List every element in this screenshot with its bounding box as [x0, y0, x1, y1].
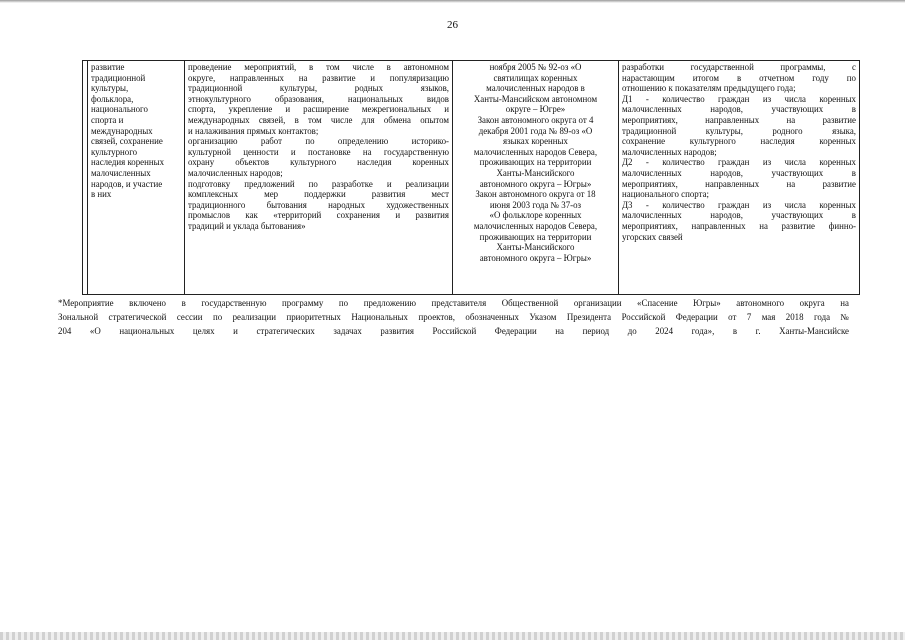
text-line: культурной ценности и постановке на государственную [188, 146, 449, 157]
text-line: «О фольклоре коренных [489, 210, 582, 221]
indicators-text [622, 62, 856, 242]
page-number: 26 [447, 19, 458, 31]
text-line: Ханты-Мансийского [496, 242, 575, 253]
text-line: организацию работ по определению историко- [188, 136, 449, 147]
text-line: автономного округа – Югры» [479, 178, 592, 189]
text-line: фольклора, [91, 93, 134, 104]
scan-edge-bottom [0, 632, 905, 640]
scan-edge-top [0, 0, 905, 3]
footnote-line: Зональной стратегической сессии по реализации приоритетных Национальных проектов, обозначенных Указом Президента Российской Федерации от 7 мая 2018 года № [58, 312, 849, 322]
text-line: малочисленных народов Севера, [473, 220, 598, 231]
text-line: округе – Югре» [505, 104, 566, 115]
measure-content-text [188, 62, 449, 232]
text-line: традиционной культуры, родного языка, [622, 125, 856, 136]
text-line: и налаживания прямых контактов; [188, 125, 319, 136]
text-line: разработки государственной программы, с [622, 62, 856, 72]
text-line: ноября 2005 № 92-оз «О [489, 62, 582, 72]
text-line: Д1 - количество граждан из числа коренных [622, 93, 856, 104]
text-line: культурного [91, 146, 138, 157]
text-line: традиционного бытования народных художественных [188, 199, 449, 210]
text-line: проживающих на территории [479, 157, 592, 168]
text-line: международных [91, 125, 153, 136]
text-line: малочисленных народов, участвующих в [622, 210, 856, 221]
text-line: развитие [91, 62, 125, 72]
text-line: в них [91, 189, 112, 200]
measure-name-cell [88, 61, 185, 295]
table-row [83, 61, 860, 295]
measure-content-cell [185, 61, 453, 295]
text-line: мероприятиях, направленных на развитие [622, 114, 856, 125]
text-line: Ханты-Мансийском автономном [473, 93, 598, 104]
text-line: малочисленных [91, 167, 151, 178]
indicators-cell [619, 61, 860, 295]
text-line: святилищах коренных [493, 72, 578, 83]
text-line: языках коренных [503, 136, 568, 147]
text-line: малочисленных народов Севера, [473, 146, 598, 157]
text-line: округе, направленных на развитие и популяризацию [188, 72, 449, 83]
text-line: угорских связей [622, 231, 683, 242]
text-line: Ханты-Мансийского [496, 167, 575, 178]
text-line: проживающих на территории [479, 231, 592, 242]
text-line: мероприятиях, направленных на развитие финно- [622, 220, 856, 231]
text-line: культуры, [91, 83, 129, 94]
text-line: нарастающим итогом в отчетном году по [622, 72, 856, 83]
text-line: национального спорта; [622, 189, 709, 200]
text-line: подготовку предложений по разработке и реализации [188, 178, 449, 189]
text-line: мероприятиях, направленных на развитие [622, 178, 856, 189]
text-line: связей, сохранение [91, 136, 163, 147]
text-line: спорта и [91, 114, 124, 125]
measures-table [82, 60, 860, 295]
text-line: сохранение культурного наследия коренных [622, 136, 856, 147]
text-line: международных связей, в том числе для обмена опытом [188, 114, 449, 125]
footnote-line: *Мероприятие включено в государственную программу по предложению представителя Общественной организации «Спасение Югры» автономного округа на [58, 298, 849, 308]
measure-name-text [91, 62, 181, 200]
text-line: этнокультурного образования, национальных видов [188, 93, 449, 104]
text-line: Закон автономного округа от 4 [477, 114, 594, 125]
text-line: малочисленных народов, участвующих в [622, 167, 856, 178]
text-line: декабря 2001 года № 89-оз «О [478, 125, 593, 136]
text-line: малочисленных народов; [188, 167, 283, 178]
footnote [58, 296, 849, 338]
text-line: малочисленных народов, участвующих в [622, 104, 856, 115]
text-line: Д2 - количество граждан из числа коренных [622, 157, 856, 168]
text-line: промыслов как «территорий сохранения и развития [188, 210, 449, 221]
text-line: проведение мероприятий, в том числе в автономном [188, 62, 449, 72]
text-line: Д3 - количество граждан из числа коренных [622, 199, 856, 210]
text-line: автономного округа – Югры» [479, 252, 592, 263]
text-line: спорта, укрепление и расширение межрегиональных и [188, 104, 449, 115]
text-line: традиций и уклада бытования» [188, 220, 306, 231]
text-line: комплексных мер поддержки развития мест [188, 189, 449, 200]
text-line: национального [91, 104, 148, 115]
text-line: традиционной культуры, родных языков, [188, 83, 449, 94]
text-line: наследия коренных [91, 157, 165, 168]
text-line: охрану объектов культурного наследия коренных [188, 157, 449, 168]
text-line: июня 2003 года № 37-оз [489, 199, 582, 210]
footnote-line: 204 «О национальных целях и стратегических задачах развития Российской Федерации на период до 2024 года», в г. Ханты-Мансийске [58, 326, 849, 336]
text-line: малочисленных народов; [622, 146, 717, 157]
text-line: малочисленных народов в [486, 83, 585, 94]
text-line: традиционной [91, 72, 146, 83]
legal-acts-cell [453, 61, 619, 295]
text-line: народов, и участие [91, 178, 163, 189]
text-line: отношению к показателям предыдущего года; [622, 83, 796, 94]
text-line: Закон автономного округа от 18 [475, 189, 596, 200]
legal-acts-text [456, 62, 615, 263]
